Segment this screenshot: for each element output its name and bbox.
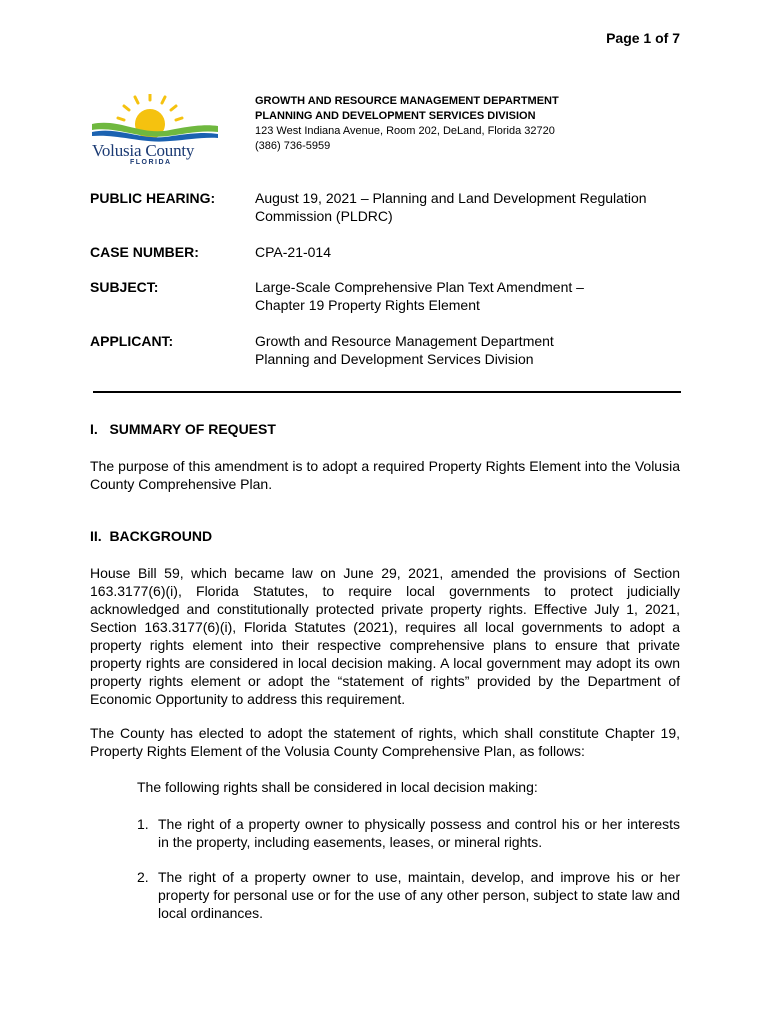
horizontal-divider xyxy=(93,391,681,393)
subject-value xyxy=(255,278,690,314)
department-name: GROWTH AND RESOURCE MANAGEMENT DEPARTMENT xyxy=(255,95,559,107)
applicant-label: APPLICANT: xyxy=(90,333,174,349)
applicant-value xyxy=(255,332,690,368)
public-hearing-label: PUBLIC HEARING: xyxy=(90,190,216,206)
subject-line-2: Chapter 19 Property Rights Element xyxy=(255,297,480,313)
background-paragraph-2: The County has elected to adopt the statement of rights, which shall constitute Chapter 19, Property Rights Element of the Volusia County Comprehensive Plan, as follows: xyxy=(90,725,680,759)
applicant-line-1: Growth and Resource Management Department xyxy=(255,333,554,349)
volusia-county-logo xyxy=(90,94,220,172)
list-item-number: 2. xyxy=(137,869,149,885)
case-number-value: CPA-21-014 xyxy=(255,244,332,260)
case-number-label: CASE NUMBER: xyxy=(90,244,199,260)
summary-text: The purpose of this amendment is to adopt a required Property Rights Element into the Volusia County Comprehensive Plan. xyxy=(90,458,680,492)
rights-intro: The following rights shall be considered in local decision making: xyxy=(137,779,538,795)
summary-heading: I. SUMMARY OF REQUEST xyxy=(90,421,276,437)
background-paragraph-1: House Bill 59, which became law on June 29, 2021, amended the provisions of Section 163.3177(6)(i), Florida Statutes, to require local governments to protect judicially acknowledged and constitutionally protected private property rights. Effective July 1, 2021, Section 163.3177(6)(i), Florida Statutes (2021), requires all local governments to adopt a property rights element into their respective comprehensive plans to ensure that private property rights are considered in local decision making. A local government may adopt its own property rights element or adopt the “statement of rights” provided by the Department of Economic Opportunity to address this requirement. xyxy=(90,565,680,707)
sun-wave-icon xyxy=(90,94,220,144)
division-name: PLANNING AND DEVELOPMENT SERVICES DIVISION xyxy=(255,110,536,122)
list-item xyxy=(137,868,680,922)
subject-line-1: Large-Scale Comprehensive Plan Text Amendment – xyxy=(255,279,584,295)
subject-label: SUBJECT: xyxy=(90,279,159,295)
background-heading: II. BACKGROUND xyxy=(90,528,213,544)
address: 123 West Indiana Avenue, Room 202, DeLand, Florida 32720 xyxy=(255,125,555,137)
applicant-line-2: Planning and Development Services Division xyxy=(255,351,534,367)
list-item-number: 1. xyxy=(137,816,149,832)
page-number: Page 1 of 7 xyxy=(606,30,680,46)
logo-state: FLORIDA xyxy=(130,159,172,166)
phone: (386) 736-5959 xyxy=(255,140,331,152)
logo-county-name: Volusia County xyxy=(92,141,195,160)
letterhead xyxy=(255,94,559,154)
list-item-text: The right of a property owner to use, maintain, develop, and improve his or her property for personal use or for the use of any other person, subject to state law and local ordinances. xyxy=(158,869,680,921)
list-item-text: The right of a property owner to physically possess and control his or her interests in the property, including easements, leases, or mineral rights. xyxy=(158,816,680,850)
public-hearing-value: August 19, 2021 – Planning and Land Development Regulation Commission (PLDRC) xyxy=(255,190,647,224)
list-item xyxy=(137,815,680,851)
